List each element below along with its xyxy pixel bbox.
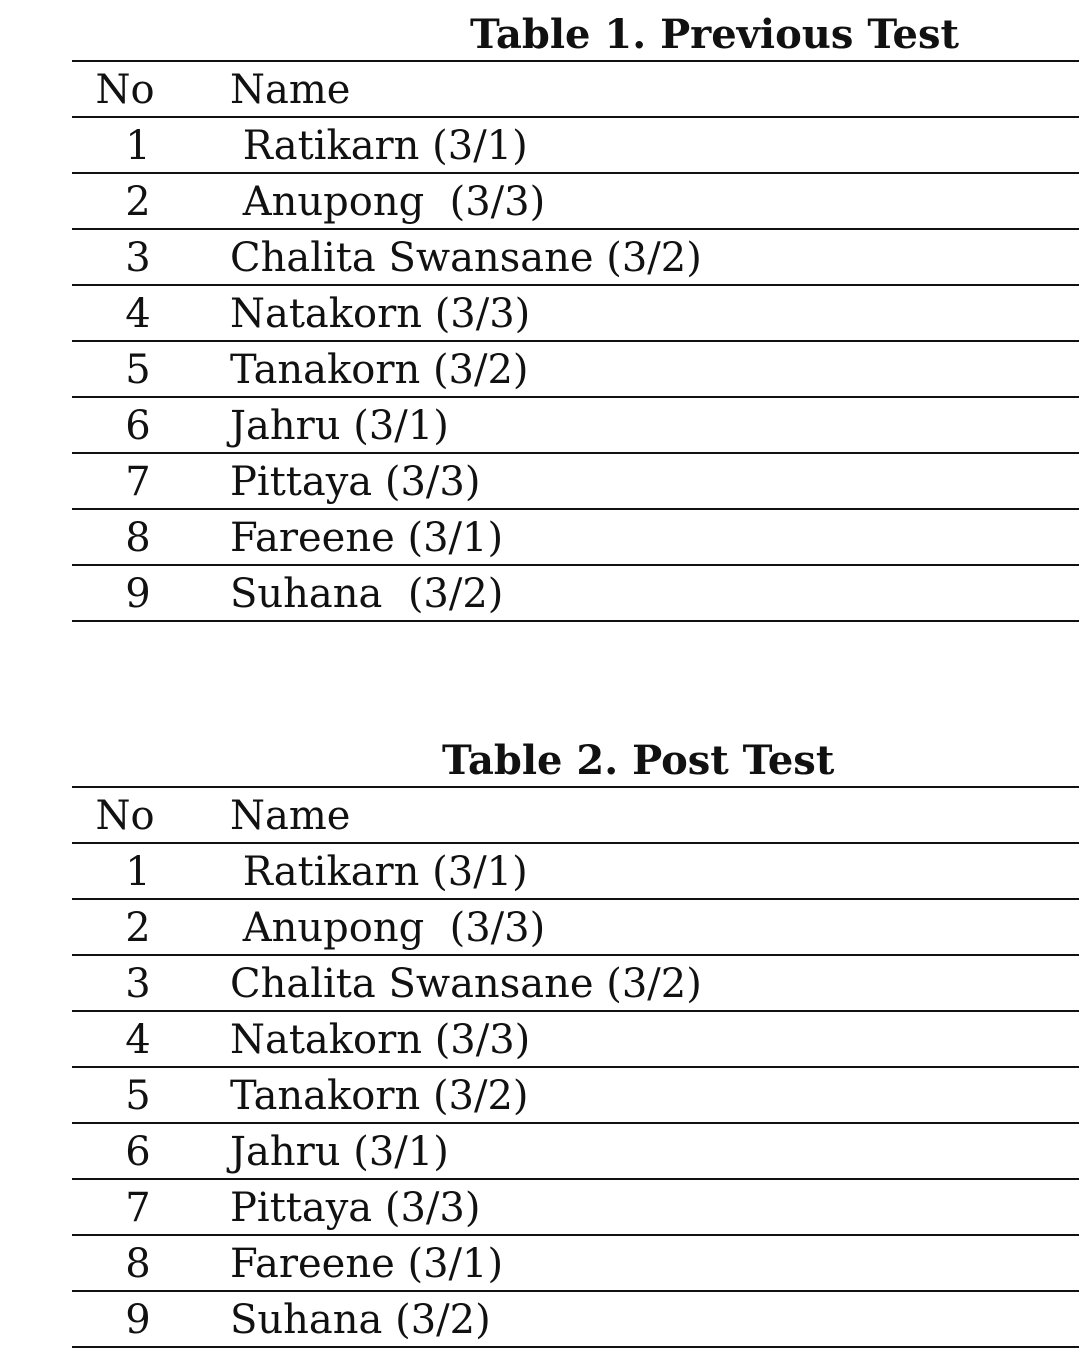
row-number: 4 [125, 291, 151, 337]
row-number: 5 [125, 347, 151, 393]
row-number: 2 [125, 905, 151, 951]
table-row [72, 454, 1079, 510]
table-row [72, 900, 1079, 956]
row-number: 6 [125, 1129, 151, 1175]
row-name: Suhana (3/2) [230, 1297, 491, 1343]
row-name: Chalita Swansane (3/2) [230, 235, 702, 281]
table-row [72, 342, 1079, 398]
row-name: Anupong (3/3) [230, 905, 546, 951]
row-name: Tanakorn (3/2) [230, 347, 529, 393]
row-number: 8 [125, 515, 151, 561]
row-number: 2 [125, 179, 151, 225]
row-name: Fareene (3/1) [230, 515, 504, 561]
table-row [72, 1292, 1079, 1348]
table-row [72, 398, 1079, 454]
row-number: 3 [125, 961, 151, 1007]
row-name: Tanakorn (3/2) [230, 1073, 529, 1119]
row-number: 6 [125, 403, 151, 449]
table-row [72, 1236, 1079, 1292]
table-row [72, 118, 1079, 174]
column-header-name: Name [230, 67, 351, 113]
row-name: Natakorn (3/3) [230, 291, 531, 337]
row-number: 5 [125, 1073, 151, 1119]
column-header-no: No [95, 793, 155, 839]
row-name: Pittaya (3/3) [230, 1185, 481, 1231]
row-number: 3 [125, 235, 151, 281]
table-caption: Table 1. Previous Test [72, 8, 1079, 62]
row-name: Pittaya (3/3) [230, 459, 481, 505]
table-row [72, 844, 1079, 900]
table-row [72, 286, 1079, 342]
table-row [72, 566, 1079, 622]
table-row [72, 1124, 1079, 1180]
row-number: 7 [125, 1185, 151, 1231]
row-number: 8 [125, 1241, 151, 1287]
row-name: Ratikarn (3/1) [230, 849, 528, 895]
table-header-row [72, 788, 1079, 844]
row-name: Suhana (3/2) [230, 571, 504, 617]
table-row [72, 174, 1079, 230]
table-caption: Table 2. Post Test [72, 734, 1079, 788]
column-header-no: No [95, 67, 155, 113]
row-number: 7 [125, 459, 151, 505]
row-name: Natakorn (3/3) [230, 1017, 531, 1063]
row-name: Ratikarn (3/1) [230, 123, 528, 169]
row-name: Anupong (3/3) [230, 179, 546, 225]
row-number: 1 [125, 849, 151, 895]
table-row [72, 1068, 1079, 1124]
previous-test-table [72, 8, 1079, 622]
row-number: 9 [125, 571, 151, 617]
row-name: Jahru (3/1) [230, 403, 449, 449]
row-name: Fareene (3/1) [230, 1241, 504, 1287]
row-number: 9 [125, 1297, 151, 1343]
table-row [72, 1180, 1079, 1236]
table-row [72, 510, 1079, 566]
row-number: 4 [125, 1017, 151, 1063]
row-name: Chalita Swansane (3/2) [230, 961, 702, 1007]
post-test-table [72, 734, 1079, 1348]
row-number: 1 [125, 123, 151, 169]
table-row [72, 230, 1079, 286]
table-header-row [72, 62, 1079, 118]
row-name: Jahru (3/1) [230, 1129, 449, 1175]
table-row [72, 1012, 1079, 1068]
table-row [72, 956, 1079, 1012]
column-header-name: Name [230, 793, 351, 839]
